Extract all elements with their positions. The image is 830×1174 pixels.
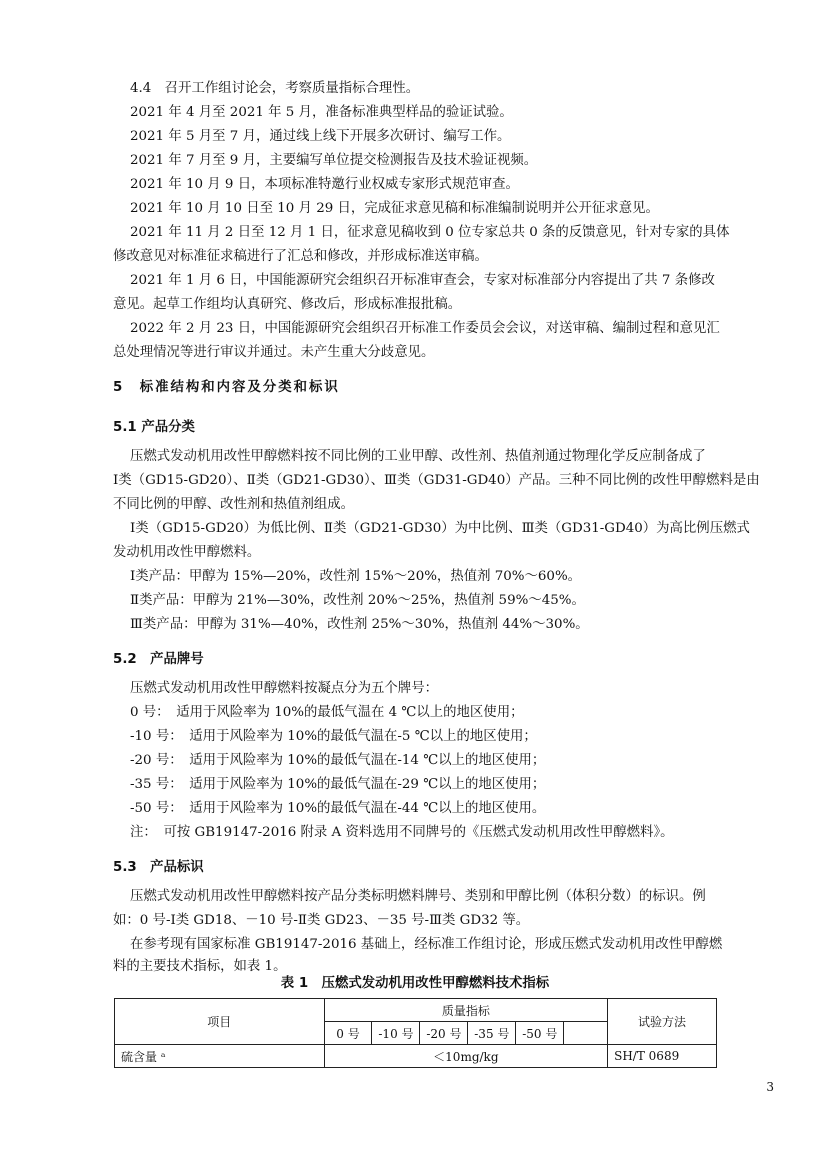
grade-cell: -20 号 [420,1022,468,1045]
page-number: 3 [766,1080,774,1094]
table-row [115,1045,717,1068]
paragraph-line: Ⅰ类（GD15-GD20）、Ⅱ类（GD21-GD30）、Ⅲ类（GD31-GD40）产品。三种不同比例的改性甲醇燃料是由 [113,473,760,488]
paragraph-line: 压燃式发动机用改性甲醇燃料按凝点分为五个牌号： [130,681,438,696]
paragraph-line: 2022 年 2 月 23 日，中国能源研究会组织召开标准工作委员会会议，对送审稿、编制过程和意见汇 [130,321,720,336]
paragraph-line: 不同比例的甲醇、改性剂和热值剂组成。 [113,497,355,512]
paragraph-line: 总处理情况等进行审议并通过。未产生重大分歧意见。 [113,345,435,360]
paragraph-line: 料的主要技术指标，如表 1。 [113,959,287,974]
table-caption: 表 1 压燃式发动机用改性甲醇燃料技术指标 [280,976,550,991]
grade-line: -35 号： 适用于风险率为 10%的最低气温在-29 ℃以上的地区使用； [130,777,546,792]
table-header-method: 试验方法 [608,999,717,1045]
grade-cell: 0 号 [324,1022,372,1045]
paragraph-line: 修改意见对标准征求稿进行了汇总和修改，并形成标准送审稿。 [113,249,488,264]
paragraph-line: 压燃式发动机用改性甲醇燃料按不同比例的工业甲醇、改性剂、热值剂通过物理化学反应制备成了 [130,449,706,464]
paragraph-line: 2021 年 10 月 9 日，本项标准特邀行业权威专家形式规范审查。 [130,177,519,192]
paragraph-line: 在参考现有国家标准 GB19147-2016 基础上，经标准工作组讨论，形成压燃式发动机用改性甲醇燃 [130,937,723,952]
paragraph-line: Ⅱ类产品：甲醇为 21%—30%，改性剂 20%～25%，热值剂 59%～45%。 [130,593,585,608]
grade-line: -50 号： 适用于风险率为 10%的最低气温在-44 ℃以上的地区使用。 [130,801,546,816]
section-5-heading: 5 标准结构和内容及分类和标识 [113,380,340,395]
section-5-1-heading: 5.1 产品分类 [113,420,195,435]
grade-line: -20 号： 适用于风险率为 10%的最低气温在-14 ℃以上的地区使用； [130,753,546,768]
row-item-cell: 硫含量 ᵃ [115,1045,325,1068]
grade-line: -10 号： 适用于风险率为 10%的最低气温在-5 ℃以上的地区使用； [130,729,537,744]
paragraph-line: 意见。起草工作组均认真研究、修改后，形成标准报批稿。 [113,297,462,312]
paragraph-line: 2021 年 7 月至 9 月，主要编写单位提交检测报告及技术验证视频。 [130,153,538,168]
section-5-2-heading: 5.2 产品牌号 [113,652,204,667]
section-5-3-heading: 5.3 产品标识 [113,860,204,875]
spec-table [114,998,717,1068]
paragraph-line: 4.4 召开工作组讨论会，考察质量指标合理性。 [130,81,420,96]
paragraph-line: 发动机用改性甲醇燃料。 [113,545,261,560]
grade-cell: -50 号 [516,1022,564,1045]
grade-line: 0 号： 适用于风险率为 10%的最低气温在 4 ℃以上的地区使用； [130,705,524,720]
paragraph-line: Ⅰ类（GD15-GD20）为低比例、Ⅱ类（GD21-GD30）为中比例、Ⅲ类（GD31-GD40）为高比例压燃式 [130,521,750,536]
paragraph-line: 2021 年 1 月 6 日，中国能源研究会组织召开标准审查会，专家对标准部分内容提出了共 7 条修改 [130,273,715,288]
table-header-row [115,999,717,1022]
paragraph-line: 2021 年 4 月至 2021 年 5 月，准备标准典型样品的验证试验。 [130,105,513,120]
grade-cell: -10 号 [372,1022,420,1045]
table-header-quality: 质量指标 [324,999,608,1022]
paragraph-line: 2021 年 10 月 10 日至 10 月 29 日，完成征求意见稿和标准编制说明并公开征求意见。 [130,201,659,216]
grade-cell: -35 号 [468,1022,516,1045]
paragraph-line: 如：0 号-Ⅰ类 GD18、－10 号-Ⅱ类 GD23、－35 号-Ⅲ类 GD32 等。 [113,913,530,928]
paragraph-line: 2021 年 11 月 2 日至 12 月 1 日，征求意见稿收到 0 位专家总共 0 条的反馈意见，针对专家的具体 [130,225,730,240]
row-method-cell: SH/T 0689 [608,1045,717,1068]
grade-cell-empty [564,1022,608,1045]
paragraph-line: Ⅲ类产品：甲醇为 31%—40%，改性剂 25%～30%，热值剂 44%～30%。 [130,617,589,632]
paragraph-line: Ⅰ类产品：甲醇为 15%—20%，改性剂 15%～20%，热值剂 70%～60%。 [130,569,582,584]
paragraph-line: 压燃式发动机用改性甲醇燃料按产品分类标明燃料牌号、类别和甲醇比例（体积分数）的标识。例 [130,889,706,904]
paragraph-line: 2021 年 5 月至 7 月，通过线上线下开展多次研讨、编写工作。 [130,129,511,144]
note-line: 注： 可按 GB19147-2016 附录 A 资料选用不同牌号的《压燃式发动机用改性甲醇燃料》。 [130,825,674,840]
table-header-item: 项目 [115,999,325,1045]
row-value-cell: ＜10mg/kg [324,1045,608,1068]
